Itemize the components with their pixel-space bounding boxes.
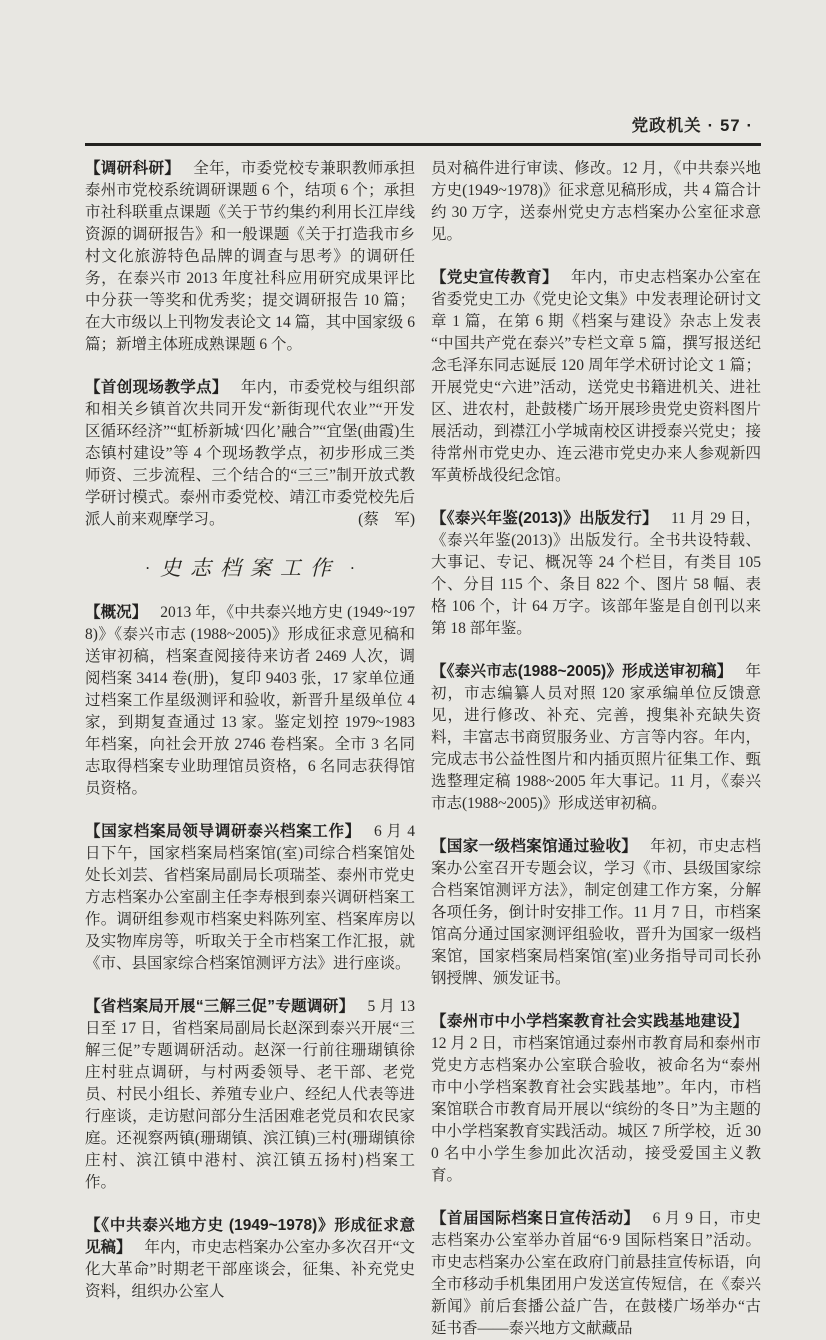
section-title: 【首届国际档案日宣传活动】 — [431, 1210, 640, 1227]
running-head — [85, 112, 761, 136]
section-text: 2013 年，《中共泰兴地方史 (1949~1978)》《泰兴市志 (1988~2005)》形成征求意见稿和送审初稿，档案查阅接待来访者 2469 人次，调阅档案 3414 卷(册)，复印 9403 张，17 家单位通过档案工作星级测评和验收，新晋升星级单位 4 家，到期复查通过 13 家。鉴定划控 1979~1983 年档案，向社会开放 2746 卷档案。全市 3 名同志取得档案专业助理馆员资格，6 名同志获得馆员资格。 — [85, 604, 415, 797]
section — [431, 508, 761, 640]
section-text: 年初，市志编纂人员对照 120 家承编单位反馈意见，进行修改、补充、完善，搜集补充缺失资料，丰富志书商贸服务业、方言等内容。年内，完成志书公益性图片和内插页照片征集工作、甄选整理定稿 1988~2005 年大事记。11 月，《泰兴市志(1988~2005)》形成送审初稿。 — [431, 663, 761, 812]
group-heading-text: 史志档案工作 — [160, 556, 340, 580]
heading-dot: · — [145, 559, 150, 577]
left-column — [85, 158, 415, 1340]
section-text: 11 月 29 日，《泰兴年鉴(2013)》出版发行。全书共设特载、大事记、专记、概况等 24 个栏目，有类目 105 个、分目 115 个、条目 822 个、图片 58 幅、表格 106 个，计 64 万字。该部年鉴是自创刊以来第 18 部年鉴。 — [431, 510, 761, 637]
section-text: 年内，市史志档案办公室办多次召开“文化大革命”时期老干部座谈会，征集、补充党史资料，组织办公室人 — [85, 1239, 415, 1300]
page-number: 57 — [720, 117, 741, 135]
section — [431, 267, 761, 487]
section-text: 6 月 9 日，市史志档案办公室举办首届“6·9 国际档案日”活动。市史志档案办公室在政府门前悬挂宣传标语，向全市移动手机集团用户发送宣传短信，在《泰兴新闻》前后套播公益广告，在鼓楼广场举办“古延书香——泰兴地方文献藏品 — [431, 1210, 761, 1337]
section-title: 【国家档案局领导调研泰兴档案工作】 — [85, 823, 362, 840]
two-column-body — [85, 158, 761, 1340]
section — [85, 602, 415, 800]
section — [431, 836, 761, 990]
running-head-title: 党政机关 — [631, 117, 702, 135]
header-rule — [85, 143, 761, 146]
section-text: 员对稿件进行审读、修改。12 月，《中共泰兴地方史(1949~1978)》征求意见稿形成，共 4 篇合计约 30 万字，送泰州党史方志档案办公室征求意见。 — [431, 160, 761, 243]
section — [431, 1011, 761, 1187]
author-attribution: (蔡 军) — [358, 511, 415, 528]
section-title: 【概况】 — [85, 604, 148, 621]
section — [85, 821, 415, 975]
group-heading — [85, 552, 415, 582]
section-text: 年内，市史志档案办公室在省委党史工办《党史论文集》中发表理论研讨文章 1 篇，在第 6 期《档案与建设》杂志上发表“中国共产党在泰兴”专栏文章 5 篇，撰写报送纪念毛泽东同志诞辰 120 周年学术研讨论文 1 篇；开展党史“六进”活动，送党史书籍进机关、进社区、进农村，赴鼓楼广场开展珍贵党史资料图片展活动，到襟江小学城南校区讲授泰兴党史；接待常州市党史办、连云港市党史办来人参观新四军黄桥战役纪念馆。 — [431, 269, 761, 484]
section-text: 年初，市史志档案办公室召开专题会议，学习《市、县级国家综合档案馆测评方法》，制定创建工作方案，分解各项任务，倒计时安排工作。11 月 7 日，市档案馆高分通过国家测评组验收，晋升为国家一级档案馆，国家档案局档案馆(室)业务指导司司长孙钢授牌、颁发证书。 — [431, 838, 761, 987]
section-title: 【泰州市中小学档案教育社会实践基地建设】 — [431, 1013, 748, 1030]
section — [85, 1215, 415, 1303]
section-text: 12 月 2 日，市档案馆通过泰州市教育局和泰州市党史方志档案办公室联合验收，被命名为“泰州市中小学档案教育社会实践基地”。年内，市档案馆联合市教育局开展以“缤纷的冬日”为主题的中小学档案教育实践活动。城区 7 所学校，近 300 名中小学生参加此次活动，接受爱国主义教育。 — [431, 1035, 761, 1184]
dot-separator: · — [746, 117, 753, 135]
heading-dot: · — [350, 559, 355, 577]
section-title: 【党史宣传教育】 — [431, 269, 558, 286]
section-title: 【《中共泰兴地方史 (1949~1978)》形成征求意见稿】 — [85, 1217, 415, 1256]
section — [431, 1208, 761, 1340]
dot-separator: · — [707, 117, 715, 135]
section-title: 【《泰兴年鉴(2013)》出版发行】 — [431, 510, 658, 527]
page-content — [85, 112, 761, 1340]
section — [85, 158, 415, 356]
section — [85, 996, 415, 1194]
section-text: 5 月 13 日至 17 日，省档案局副局长赵深到泰兴开展“三解三促”专题调研活动。赵深一行前往珊瑚镇徐庄村驻点调研，与村两委领导、老干部、老党员、村民小组长、养殖专业户、经纪人代表等进行座谈，走访慰问部分生活困难老党员和农民家庭。还视察两镇(珊瑚镇、滨江镇)三村(珊瑚镇徐庄村、滨江镇中港村、滨江镇五扬村)档案工作。 — [85, 998, 415, 1191]
section — [85, 377, 415, 531]
section-title: 【《泰兴市志(1988~2005)》形成送审初稿】 — [431, 663, 733, 680]
section-title: 【省档案局开展“三解三促”专题调研】 — [85, 998, 355, 1015]
right-column — [431, 158, 761, 1340]
section-text: 6 月 4 日下午，国家档案局档案馆(室)司综合档案馆处处长刘芸、省档案局副局长项瑞荃、泰州市党史方志档案办公室副主任李寿根到泰兴调研档案工作。调研组参观市档案史料陈列室、档案库房以及实物库房等，听取关于全市档案工作汇报，就《市、县国家综合档案馆测评方法》进行座谈。 — [85, 823, 415, 972]
section-title: 【调研科研】 — [85, 160, 181, 177]
section-text: 全年，市委党校专兼职教师承担泰州市党校系统调研课题 6 个，结项 6 个；承担市社科联重点课题《关于节约集约利用长江岸线资源的调研报告》和一般课题《关于打造我市乡村文化旅游特色品牌的调查与思考》的调研任务，在泰兴市 2013 年度社科应用研究成果评比中分获一等奖和优秀奖；提交调研报告 10 篇；在大市级以上刊物发表论文 14 篇，其中国家级 6 篇；新增主体班成熟课题 6 个。 — [85, 160, 415, 353]
section — [431, 661, 761, 815]
section-continuation — [431, 158, 761, 246]
section-text: 年内，市委党校与组织部和相关乡镇首次共同开发“新街现代农业”“开发区循环经济”“虹桥新城‘四化’融合”“宜堡(曲霞)生态镇村建设”等 4 个现场教学点，初步形成三类师资、三步流程、三个结合的“三三”制开放式教学研讨模式。泰州市委党校、靖江市委党校先后派人前来观摩学习。 — [85, 379, 415, 528]
section-title: 【国家一级档案馆通过验收】 — [431, 838, 638, 855]
section-title: 【首创现场教学点】 — [85, 379, 228, 396]
